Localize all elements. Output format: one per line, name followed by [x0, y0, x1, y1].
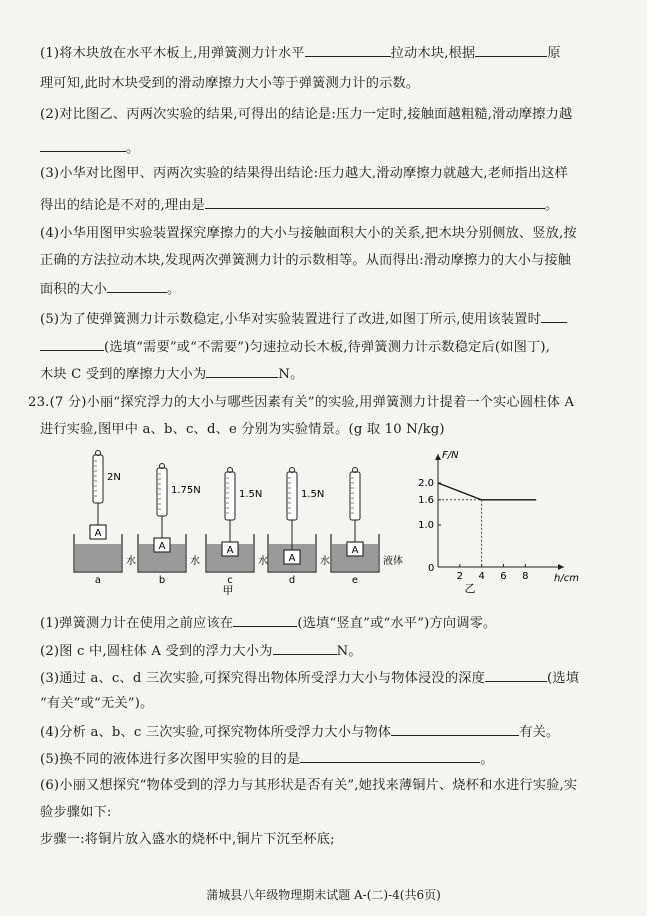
- answer-blank: [40, 336, 104, 351]
- figure-jia-caption: 甲: [222, 584, 234, 597]
- answer-blank: [305, 42, 391, 57]
- answer-blank: [107, 278, 167, 293]
- figure-jia: [70, 450, 403, 600]
- scale-reading: 2N: [107, 472, 121, 483]
- x-tick-label: 4: [478, 571, 485, 582]
- block-label: A: [158, 541, 166, 552]
- scale-reading: 1.75N: [171, 485, 201, 496]
- answer-blank: [233, 612, 297, 627]
- q22-part4-line2: 正确的方法拉动木块,发现两次弹簧测力计的示数相等。从而得出:滑动摩擦力的大小与接触: [40, 253, 572, 268]
- q22-part2-line2: 。: [40, 137, 139, 159]
- liquid-label: 水: [190, 556, 200, 567]
- q23-intro-line2: 进行实验,图甲中 a、b、c、d、e 分别为实验情景。(g 取 10 N/kg): [40, 422, 445, 437]
- q23-part4: (4)分析 a、b、c 三次实验,可探究物体所受浮力大小与物体 有关。: [40, 721, 559, 743]
- scene-d: [268, 468, 330, 587]
- q22-part1-line2: 理可知,此时木块受到的滑动摩擦力大小等于弹簧测力计的示数。: [40, 76, 420, 91]
- answer-blank: [475, 42, 547, 57]
- x-tick-label: 6: [500, 571, 507, 582]
- x-axis-arrow: [558, 564, 564, 570]
- chart-caption: 乙: [464, 582, 476, 595]
- liquid-label: 水: [126, 556, 136, 567]
- q22-part2-line1: (2)对比图乙、丙两次实验的结果,可得出的结论是:压力一定时,接触面越粗糙,滑动摩擦力越: [40, 107, 573, 122]
- answer-blank: [206, 363, 278, 378]
- q23-part6-step1: 步骤一:将铜片放入盛水的烧杯中,铜片下沉至杯底;: [40, 832, 335, 847]
- q23-part3-line1: (3)通过 a、c、d 三次实验,可探究得出物体所受浮力大小与物体浸没的深度 (选填: [40, 667, 579, 689]
- q22-part4-line3: 面积的大小 。: [40, 278, 180, 300]
- scene-label: a: [94, 575, 102, 586]
- answer-blank: [485, 667, 547, 682]
- scale-reading: 1.5N: [239, 489, 263, 500]
- scene-label: e: [351, 575, 359, 586]
- q22-part3-line2: 得出的结论是不对的,理由是 。: [40, 194, 558, 216]
- block-label: A: [94, 528, 102, 539]
- q22-part1-line1: (1)将木块放在水平木板上,用弹簧测力计水平 拉动木块,根据 原: [40, 42, 561, 64]
- q23-part1: (1)弹簧测力计在使用之前应该在 (选填“竖直”或“水平”)方向调零。: [40, 612, 496, 634]
- origin-label: 0: [428, 563, 435, 574]
- answer-blank: [541, 308, 567, 323]
- scene-label: c: [227, 575, 233, 586]
- q22-part5-line3: 木块 C 受到的摩擦力大小为 N。: [40, 363, 303, 385]
- scale-reading: 1.5N: [301, 489, 325, 500]
- q23-part2: (2)图 c 中,圆柱体 A 受到的浮力大小为 N。: [40, 640, 362, 662]
- liquid-label: 水: [320, 556, 330, 567]
- q23-part6-line2: 验步骤如下:: [40, 805, 112, 820]
- x-tick-label: 8: [522, 571, 529, 582]
- answer-blank: [205, 194, 545, 209]
- q22-part5-line2: (选填“需要”或“不需要”)匀速拉动长木板,待弹簧测力计示数稳定后(如图丁),: [40, 336, 550, 358]
- y-tick-label: 1.0: [418, 520, 434, 531]
- block-label: A: [226, 545, 234, 556]
- answer-blank: [273, 640, 337, 655]
- scene-c: [206, 468, 268, 587]
- q22-part5-line1: (5)为了使弹簧测力计示数稳定,小华对实验装置进行了改进,如图丁所示,使用该装置时: [40, 308, 567, 330]
- scene-label: b: [158, 575, 166, 586]
- answer-blank: [391, 721, 519, 736]
- y-axis-label: F/N: [442, 450, 459, 461]
- chart-yi: [410, 450, 579, 597]
- q23-part3-line2: “有关”或“无关”)。: [40, 696, 154, 711]
- liquid: [75, 544, 121, 571]
- liquid-label: 水: [258, 556, 268, 567]
- scene-a: [74, 451, 136, 587]
- y-tick-label: 2.0: [418, 478, 434, 489]
- y-tick-label: 1.6: [418, 494, 434, 506]
- scene-e: [331, 468, 403, 587]
- liquid-label: 液体: [383, 556, 403, 567]
- page-footer: 蒲城县八年级物理期末试题 A-(二)-4(共6页): [206, 888, 441, 902]
- scene-b: [138, 464, 201, 587]
- q23-part5: (5)换不同的液体进行多次图甲实验的目的是 。: [40, 748, 494, 770]
- y-axis-arrow: [435, 454, 441, 460]
- answer-blank: [300, 748, 480, 763]
- x-tick-label: 2: [456, 571, 464, 582]
- block-label: A: [288, 553, 296, 564]
- q23-part6-line1: (6)小丽又想探究“物体受到的浮力与其形状是否有关”,她找来薄铜片、烧杯和水进行实验,实: [40, 778, 578, 793]
- q22-part3-line1: (3)小华对比图甲、丙两次实验的结果得出结论:压力越大,滑动摩擦力就越大,老师指出这样: [40, 166, 569, 181]
- answer-blank: [40, 137, 126, 152]
- q22-part4-line1: (4)小华用图甲实验装置探究摩擦力的大小与接触面积大小的关系,把木块分别侧放、竖放,按: [40, 226, 577, 241]
- block-label: A: [351, 545, 359, 556]
- data-line: [438, 483, 536, 500]
- x-axis-label: h/cm: [554, 573, 579, 584]
- q23-intro-line1: 23.(7 分)小丽“探究浮力的大小与哪些因素有关”的实验,用弹簧测力计提着一个实心圆柱体 A: [28, 395, 575, 410]
- scene-label: d: [288, 575, 296, 586]
